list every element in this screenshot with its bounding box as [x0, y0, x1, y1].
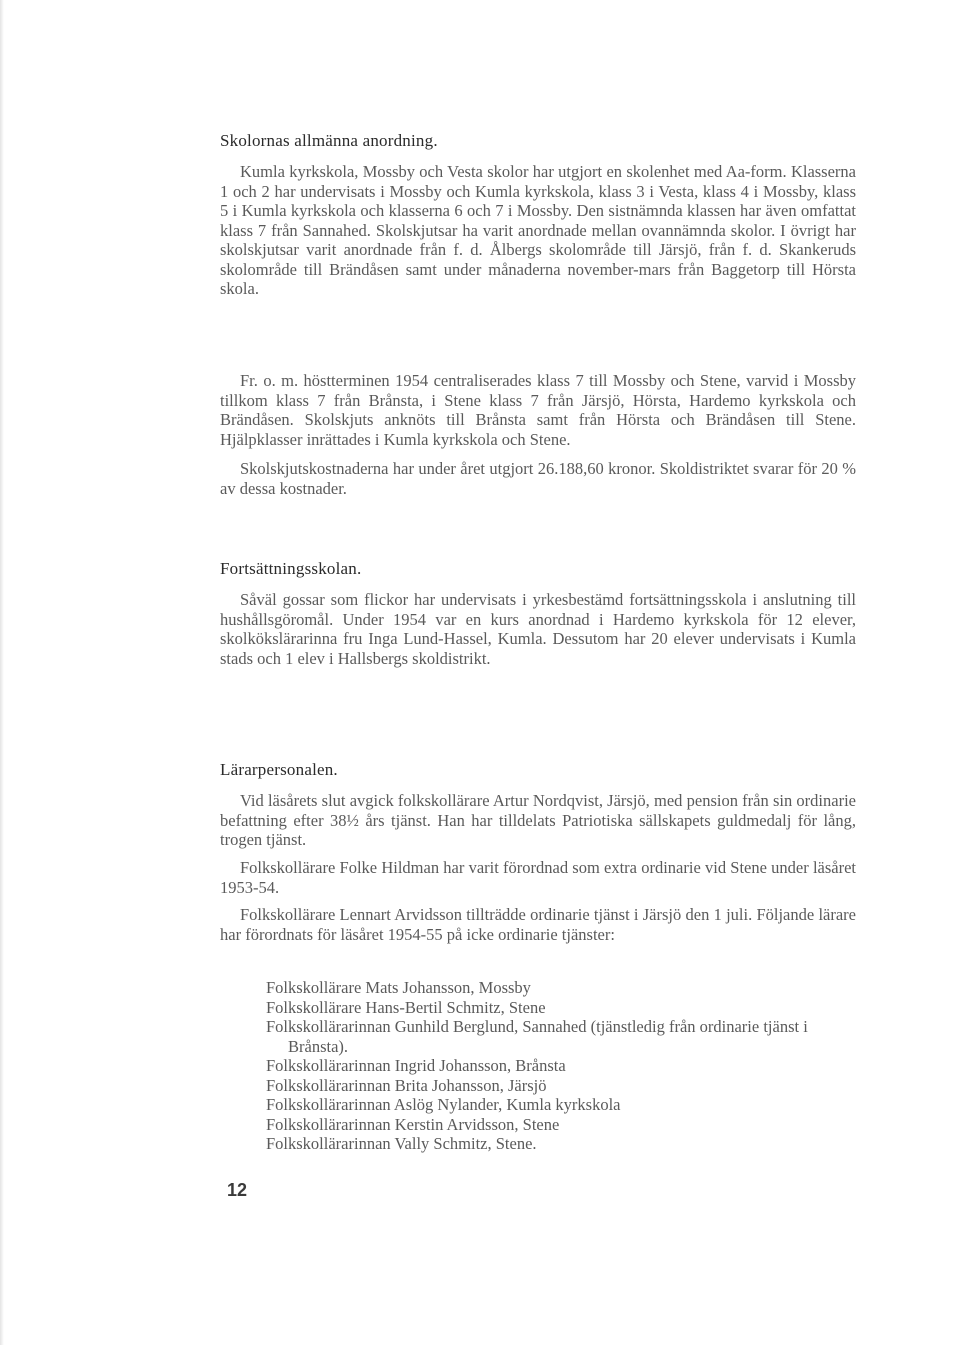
paragraph-extra-ordinarie: Folkskollärare Folke Hildman har varit förordnad som extra ordinarie vid Stene under läsåret 1953-54.: [220, 858, 856, 897]
section-heading-fortsattningsskolan: Fortsättningsskolan.: [220, 559, 362, 578]
page-edge-shadow: [0, 0, 4, 1345]
list-item: Folkskollärare Hans-Bertil Schmitz, Stene: [266, 997, 546, 1017]
paragraph-skolenhet: Kumla kyrkskola, Mossby och Vesta skolor har utgjort en skolenhet med Aa-form. Klasserna 1 och 2 har undervisats i Mossby och Kumla kyrkskola, klass 3 i Vesta, klass 4 i Mossby, klass 5 i Kumla kyrkskola och klasserna 6 och 7 i Mossby. Den sistnämnda klassen har även omfattat klass 7 från Sannahed. Skolskjutsar ha varit anordnade mellan ovannämnda skolor. I övrigt har skolskjutsar varit anordnade från f. d. Ålbergs skolområde till Järsjö, från f. d. Skankeruds skolområde till Brändåsen samt under månaderna november-mars från Baggetorp till Hörsta skola.: [220, 162, 856, 298]
list-item: Folkskollärarinnan Kerstin Arvidsson, Stene: [266, 1114, 560, 1134]
list-item: Folkskollärare Mats Johansson, Mossby: [266, 978, 531, 997]
teacher-list: [266, 978, 856, 1154]
list-item: Folkskollärarinnan Gunhild Berglund, Sannahed (tjänstledig från ordinarie tjänst i Brånsta).: [266, 1017, 808, 1056]
paragraph-pension: Vid läsårets slut avgick folkskollärare Artur Nordqvist, Järsjö, med pension från sin ordinarie befattning efter 38½ års tjänst. Han har tilldelats Patriotiska sällskapets guldmedalj för lång, trogen tjänst.: [220, 791, 856, 849]
list-item: Folkskollärarinnan Brita Johansson, Järsjö: [266, 1075, 547, 1095]
paragraph-fororordnade-larare: Folkskollärare Lennart Arvidsson tillträdde ordinarie tjänst i Järsjö den 1 juli. Följande lärare har förordnats för läsåret 1954-55 på icke ordinarie tjänster:: [220, 905, 856, 944]
list-item: Folkskollärarinnan Vally Schmitz, Stene.: [266, 1134, 537, 1153]
list-item: Folkskollärarinnan Aslög Nylander, Kumla kyrkskola: [266, 1095, 621, 1114]
list-item: Folkskollärarinnan Ingrid Johansson, Brånsta: [266, 1056, 566, 1075]
paragraph-fortsattningsskola: Såväl gossar som flickor har undervisats i yrkesbestämd fortsättningsskola i anslutning till hushållsgöromål. Under 1954 var en kurs anordnad i Hardemo kyrkskola för 12 elever, skolkökslärarinna fru Inga Lund-Hassel, Kumla. Dessutom har 20 elever undervisats i Kumla stads och 1 elev i Hallsbergs skoldistrikt.: [220, 590, 856, 668]
section-heading-lararpersonalen: Lärarpersonalen.: [220, 760, 338, 779]
page-number: 12: [227, 1180, 248, 1200]
paragraph-skolskjutskostnader: Skolskjutskostnaderna har under året utgjort 26.188,60 kronor. Skoldistriktet svarar för 20 % av dessa kostnader.: [220, 459, 856, 498]
paragraph-centralisering: Fr. o. m. höstterminen 1954 centraliserades klass 7 till Mossby och Stene, varvid i Mossby tillkom klass 7 från Brånsta, i Stene klass 7 från Järsjö, Hörsta, Hardemo kyrkskola och Brändåsen. Skolskjuts anknöts till Brånsta samt från Hörsta och Brändåsen till Stene. Hjälpklasser inrättades i Kumla kyrkskola och Stene.: [220, 371, 856, 449]
section-heading-skolornas-allmanna-anordning: Skolornas allmänna anordning.: [220, 131, 438, 150]
